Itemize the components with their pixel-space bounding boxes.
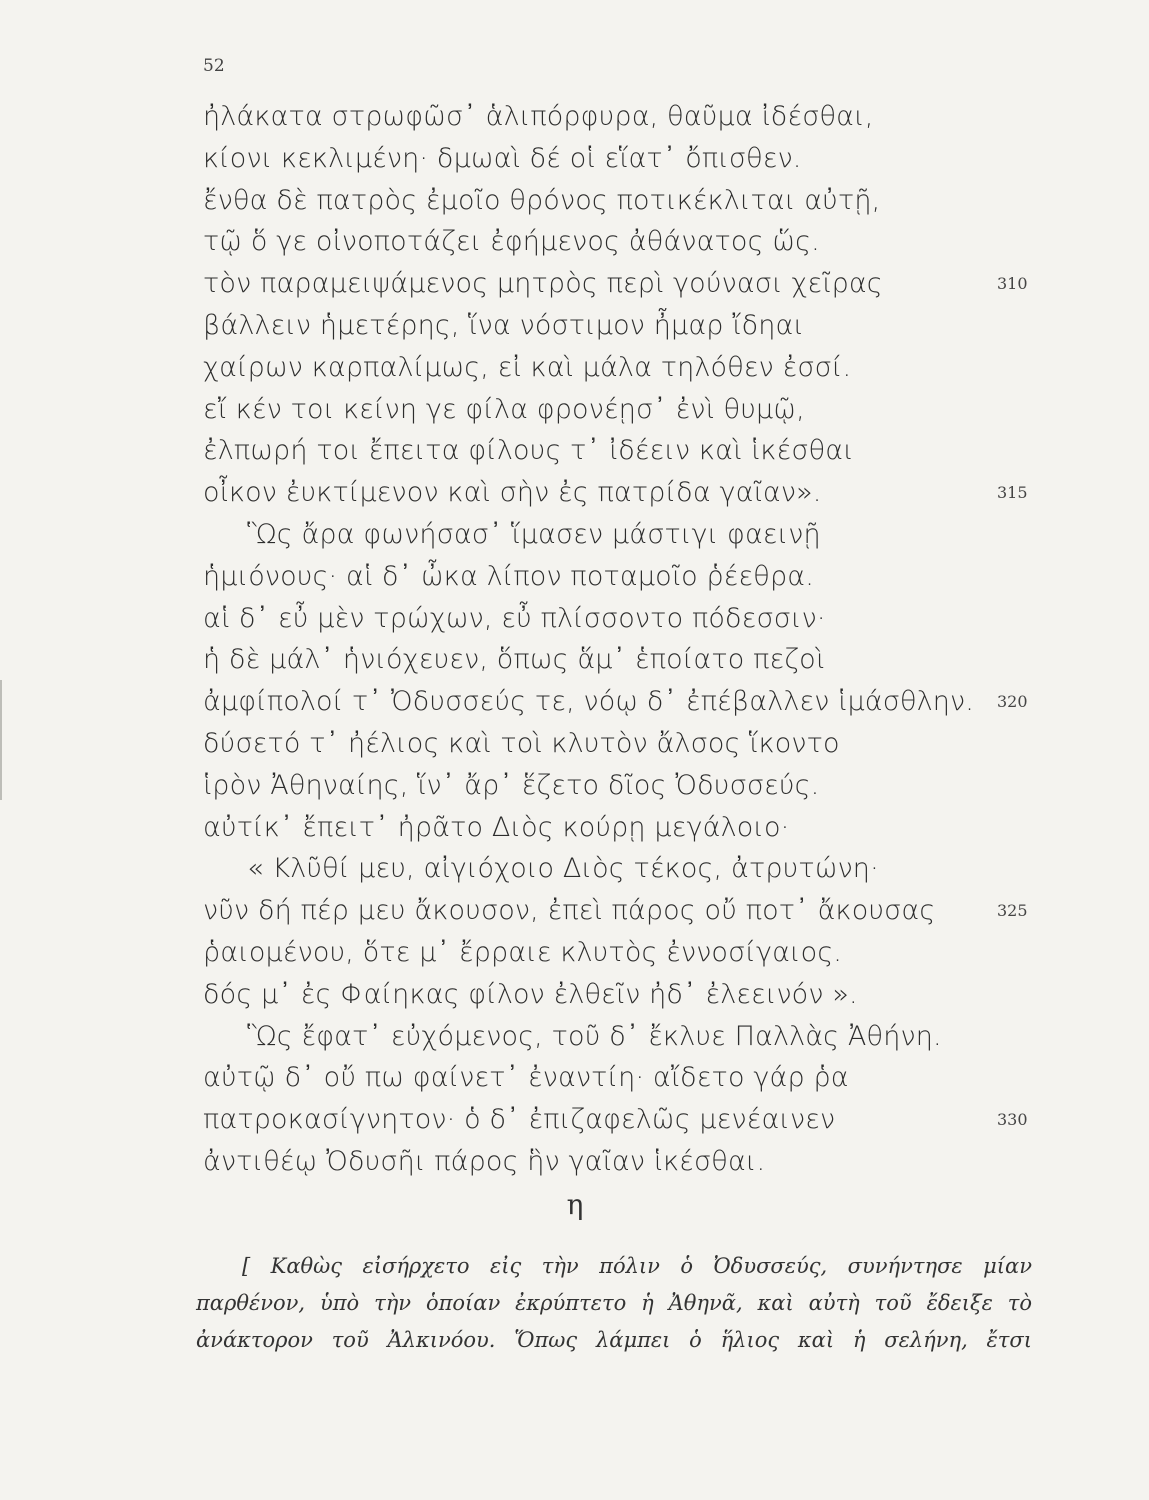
verse-text: οἶκον ἐυκτίμενον καὶ σὴν ἐς πατρίδα γαῖαν». — [203, 477, 822, 509]
verse-line — [0, 305, 1149, 347]
verse-text: χαίρων καρπαλίμως, εἰ καὶ μάλα τηλόθεν ἐσσί. — [203, 351, 852, 383]
verse-line — [0, 848, 1149, 890]
summary-line: ἀνάκτορον τοῦ Ἀλκινόου. Ὅπως λάμπει ὁ ἥλιος καὶ ἡ σελήνη, ἔτσι — [196, 1328, 1032, 1352]
verse-line — [0, 263, 1149, 305]
verse-text: ἱρὸν Ἀθηναίης, ἵν᾽ ἄρ᾽ ἕζετο δῖος Ὀδυσσεύς. — [203, 769, 820, 801]
line-number: 310 — [997, 274, 1028, 294]
verse-line — [0, 1099, 1149, 1141]
verse-line — [0, 96, 1149, 138]
verse-line — [0, 890, 1149, 932]
verse-line — [0, 723, 1149, 765]
verse-text: αἱ δ᾽ εὖ μὲν τρώχων, εὖ πλίσσοντο πόδεσσιν· — [203, 602, 826, 634]
verse-text: δύσετό τ᾽ ἠέλιος καὶ τοὶ κλυτὸν ἄλσος ἵκοντο — [203, 727, 840, 759]
verse-text: νῦν δή πέρ μευ ἄκουσον, ἐπεὶ πάρος οὔ ποτ᾽ ἄκουσας — [203, 895, 936, 927]
summary-line: παρθένον, ὑπὸ τὴν ὁποίαν ἐκρύπτετο ἡ Ἀθηνᾶ, καὶ αὐτὴ τοῦ ἔδειξε τὸ — [196, 1291, 1032, 1315]
verse-text: « Κλῦθί μευ, αἰγιόχοιο Διὸς τέκος, ἀτρυτώνη· — [247, 853, 879, 885]
verse-text: ἀντιθέῳ Ὀδυσῆι πάρος ἣν γαῖαν ἱκέσθαι. — [203, 1145, 766, 1177]
verse-text: αὐτίκ᾽ ἔπειτ᾽ ἠρᾶτο Διὸς κούρῃ μεγάλοιο· — [203, 811, 790, 843]
verse-text: ἡ δὲ μάλ᾽ ἡνιόχευεν, ὅπως ἅμ᾽ ἑποίατο πεζοὶ — [203, 644, 826, 676]
verse-line — [0, 681, 1149, 723]
verse-line — [0, 932, 1149, 974]
verse-text: ἠλάκατα στρωφῶσ᾽ ἁλιπόρφυρα, θαῦμα ἰδέσθαι, — [203, 101, 874, 132]
verse-text: Ὣς ἔφατ᾽ εὐχόμενος, τοῦ δ᾽ ἔκλυε Παλλὰς Ἀθήνη. — [247, 1020, 942, 1052]
verse-line — [0, 598, 1149, 640]
verse-text: πατροκασίγνητον· ὁ δ᾽ ἐπιζαφελῶς μενέαινεν — [203, 1104, 836, 1136]
verse-line — [0, 430, 1149, 472]
verse-line — [0, 974, 1149, 1016]
page-number: 52 — [203, 56, 225, 76]
verse-line — [0, 1141, 1149, 1183]
verse-text: δός μ᾽ ἐς Φαίηκας φίλον ἐλθεῖν ἠδ᾽ ἐλεεινόν ». — [203, 978, 858, 1010]
verse-line — [0, 765, 1149, 807]
verse-line — [0, 389, 1149, 431]
verse-line — [0, 347, 1149, 389]
verse-text: τῷ ὅ γε οἰνοποτάζει ἐφήμενος ἀθάνατος ὥς. — [203, 226, 820, 258]
verse-line — [0, 472, 1149, 514]
verse-line — [0, 221, 1149, 263]
verse-text: βάλλειν ἡμετέρης, ἵνα νόστιμον ἦμαρ ἴδηαι — [203, 309, 805, 341]
verse-text: Ὣς ἄρα φωνήσασ᾽ ἵμασεν μάστιγι φαεινῇ — [247, 518, 821, 550]
verse-line — [0, 1016, 1149, 1058]
margin-mark — [0, 680, 2, 800]
verse-line — [0, 807, 1149, 849]
verse-line — [0, 180, 1149, 222]
verse-text: εἴ κέν τοι κείνη γε φίλα φρονέῃσ᾽ ἐνὶ θυμῷ, — [203, 393, 805, 425]
line-number: 320 — [997, 692, 1028, 712]
verse-text: κίονι κεκλιμένη· δμωαὶ δέ οἱ εἵατ᾽ ὄπισθεν. — [203, 142, 802, 174]
verse-text: τὸν παραμειψάμενος μητρὸς περὶ γούνασι χεῖρας — [203, 268, 883, 300]
verse-text: ἡμιόνους· αἱ δ᾽ ὦκα λίπον ποταμοῖο ῥέεθρα. — [203, 560, 814, 592]
verse-text: ἀμφίπολοί τ᾽ Ὀδυσσεύς τε, νόῳ δ᾽ ἐπέβαλλεν ἱμάσθλην. — [203, 686, 975, 718]
verse-text: ῥαιομένου, ὅτε μ᾽ ἔρραιε κλυτὸς ἐννοσίγαιος. — [203, 936, 843, 968]
verse-line — [0, 138, 1149, 180]
line-number: 330 — [997, 1110, 1028, 1130]
verse-text: ἔνθα δὲ πατρὸς ἐμοῖο θρόνος ποτικέκλιται αὐτῇ, — [203, 184, 881, 216]
line-number: 315 — [997, 483, 1028, 503]
verse-line — [0, 514, 1149, 556]
verse-block — [0, 96, 1149, 1183]
book-summary — [196, 1248, 1032, 1359]
verse-text: αὐτῷ δ᾽ οὔ πω φαίνετ᾽ ἐναντίη· αἴδετο γάρ ῥα — [203, 1062, 849, 1094]
verse-line — [0, 1057, 1149, 1099]
line-number: 325 — [997, 901, 1028, 921]
verse-line — [0, 639, 1149, 681]
verse-text: ἐλπωρή τοι ἔπειτα φίλους τ᾽ ἰδέειν καὶ ἱκέσθαι — [203, 435, 854, 467]
verse-line — [0, 556, 1149, 598]
book-letter: η — [566, 1188, 584, 1221]
summary-line: [ Καθὼς εἰσήρχετο εἰς τὴν πόλιν ὁ Ὀδυσσεύς, συνήντησε μίαν — [242, 1254, 1032, 1278]
